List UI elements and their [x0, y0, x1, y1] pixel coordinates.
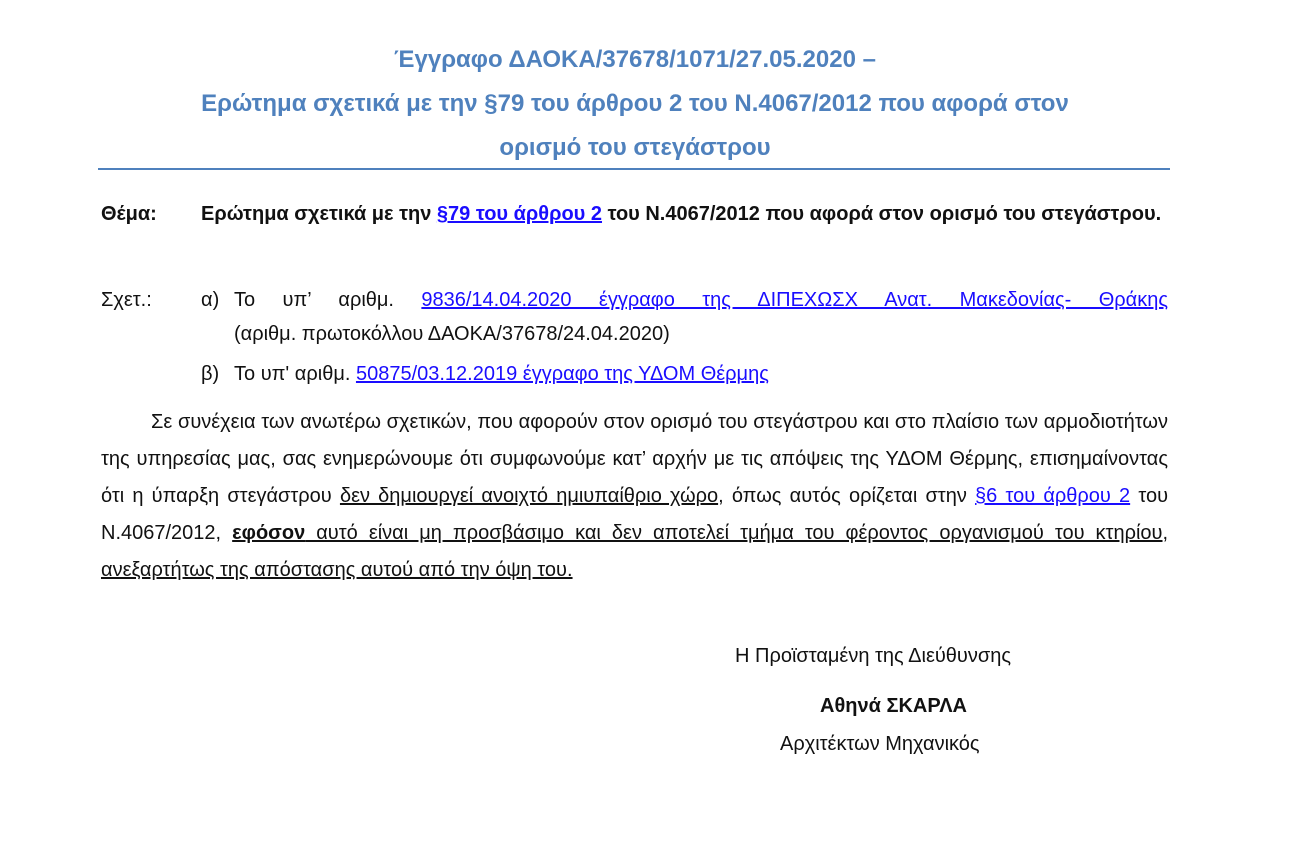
- related-b-text-before: Το υπ' αριθμ.: [234, 363, 356, 385]
- body-underline-1: δεν δημιουργεί ανοιχτό ημιυπαίθριο χώρο: [339, 485, 719, 507]
- related-b-marker: β): [201, 363, 220, 385]
- related-b-text: [234, 356, 769, 393]
- title-line-2: Ερώτημα σχετικά με την §79 του άρθρου 2 του Ν.4067/2012 που αφορά στον: [201, 90, 1069, 117]
- body-part-1: Σε συνέχεια των ανωτέρω σχετικών, που αφορούν στον ορισμό του στεγάστρου και στο πλαίσιο των αρμοδιοτήτων της υπηρεσίας μας, σας ενημερώνουμε ότι συμφωνούμε κατ’ αρχήν με τις απόψεις της ΥΔΟΜ Θέρμης, επισημαίνοντας ότι η ύπαρξη στεγάστρου: [101, 411, 1168, 507]
- signature-role: Αρχιτέκτων Μηχανικός: [780, 733, 980, 755]
- related-a-protocol: (αριθμ. πρωτοκόλλου ΔΑΟΚΑ/37678/24.04.2020): [234, 323, 670, 345]
- body-link[interactable]: §6 του άρθρου 2: [975, 485, 1131, 507]
- subject-text-before: Ερώτημα σχετικά με την: [201, 203, 437, 225]
- subject-text-after: του Ν.4067/2012 που αφορά στον ορισμό του στεγάστρου.: [602, 203, 1162, 225]
- related-b-link[interactable]: 50875/03.12.2019 έγγραφο της ΥΔΟΜ Θέρμης: [355, 363, 769, 385]
- subject-label: Θέμα:: [101, 203, 157, 225]
- related-a-text-before: Το υπ’ αριθμ.: [234, 289, 422, 311]
- related-label: Σχετ.:: [101, 289, 152, 311]
- title-line-3: ορισμό του στεγάστρου: [499, 134, 771, 161]
- body-part-2: , όπως αυτός ορίζεται στην: [718, 485, 976, 507]
- document-title: [100, 38, 1170, 170]
- signature-name: Αθηνά ΣΚΑΡΛΑ: [820, 695, 967, 717]
- related-a-text: [234, 282, 1168, 319]
- signature-title: Η Προϊσταμένη της Διεύθυνσης: [735, 645, 1011, 667]
- related-a-marker: α): [201, 289, 220, 311]
- body-underline-2: αυτό είναι μη προσβάσιμο και δεν αποτελεί τμήμα του φέροντος οργανισμού του κτηρίου, ανεξαρτήτως της απόστασης αυτού από την όψη του.: [101, 522, 1169, 581]
- body-part-3: του Ν.4067/2012,: [101, 485, 1169, 544]
- body-paragraph: [101, 404, 1168, 589]
- subject-text: [201, 196, 1167, 233]
- subject-link[interactable]: §79 του άρθρου 2: [436, 203, 603, 225]
- title-line-1: Έγγραφο ΔΑΟΚΑ/37678/1071/27.05.2020 –: [394, 46, 876, 73]
- title-divider: [98, 168, 1170, 170]
- body-bold-underline: εφόσον: [232, 522, 306, 544]
- related-a-link[interactable]: 9836/14.04.2020 έγγραφο της ΔΙΠΕΧΩΣΧ Ανατ. Μακεδονίας- Θράκης: [421, 289, 1168, 311]
